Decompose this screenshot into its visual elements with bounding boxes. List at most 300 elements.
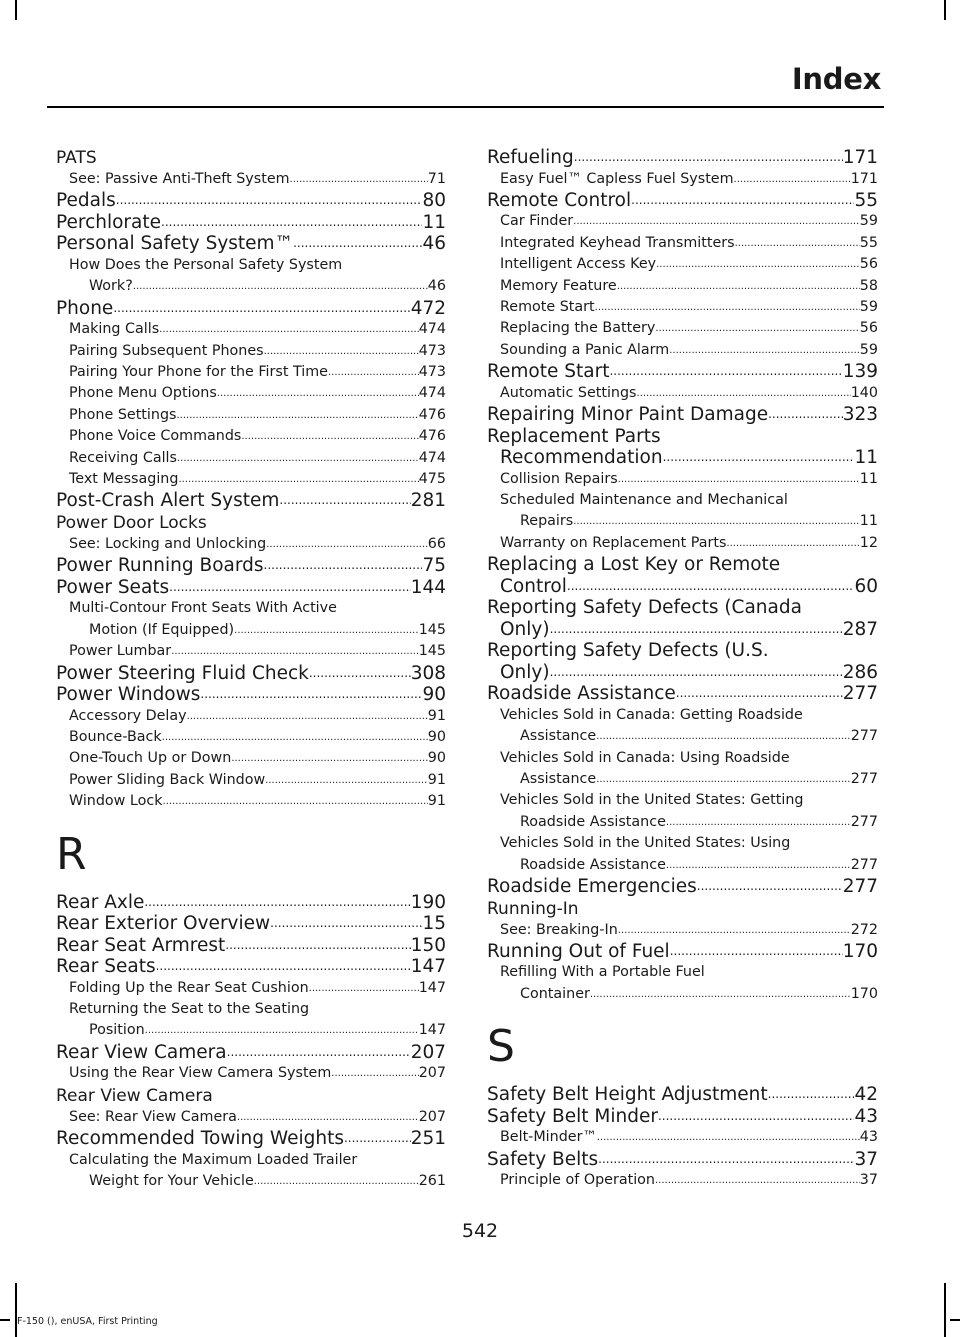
index-entry[interactable] bbox=[56, 791, 446, 812]
page-reference[interactable]: 58 bbox=[859, 277, 878, 294]
entry-label: Assistance bbox=[520, 728, 597, 745]
entry-label: Remote Start bbox=[487, 361, 610, 383]
page-reference[interactable]: 42 bbox=[854, 1084, 878, 1106]
entry-label: Rear Axle bbox=[56, 891, 145, 913]
subentry-group bbox=[487, 790, 878, 833]
index-entry[interactable] bbox=[487, 812, 878, 833]
entry-label: Warranty on Replacement Parts bbox=[500, 534, 727, 551]
dot-leader bbox=[156, 956, 411, 978]
index-entry[interactable] bbox=[487, 404, 878, 426]
subentry-label-line: Scheduled Maintenance and Mechanical bbox=[500, 492, 788, 509]
entry-label: Recommended Towing Weights bbox=[56, 1128, 344, 1150]
index-entry[interactable] bbox=[487, 920, 878, 941]
index-entry[interactable] bbox=[56, 913, 446, 935]
page-reference[interactable]: 43 bbox=[854, 1105, 878, 1127]
entry-label: Using the Rear View Camera System bbox=[69, 1065, 332, 1082]
page-reference[interactable]: 59 bbox=[859, 299, 878, 316]
dot-leader bbox=[290, 169, 428, 190]
entry-label: Easy Fuel™ Capless Fuel System bbox=[500, 170, 734, 187]
entry-label: Recommendation bbox=[500, 447, 663, 469]
index-entry[interactable] bbox=[487, 1084, 878, 1106]
entry-label: Folding Up the Rear Seat Cushion bbox=[69, 979, 309, 996]
index-entry[interactable] bbox=[487, 254, 878, 275]
dot-leader bbox=[200, 684, 422, 706]
index-entry[interactable] bbox=[487, 276, 878, 297]
index-heading: PATS bbox=[56, 148, 97, 168]
crop-mark-top-left-v bbox=[15, 0, 17, 20]
index-column-left bbox=[56, 147, 446, 1192]
entry-label: Post-Crash Alert System bbox=[56, 490, 280, 512]
subentry-label-line: Multi-Contour Front Seats With Active bbox=[69, 600, 337, 617]
entry-label: Roadside Assistance bbox=[520, 856, 666, 873]
dot-leader bbox=[617, 276, 860, 297]
subentry-label-line: How Does the Personal Safety System bbox=[69, 256, 343, 273]
entry-label: Only) bbox=[500, 618, 550, 640]
page-reference[interactable]: 91 bbox=[427, 771, 446, 788]
page-reference[interactable]: 287 bbox=[842, 618, 878, 640]
page-reference[interactable]: 56 bbox=[859, 320, 878, 337]
entry-label: Refueling bbox=[487, 147, 574, 168]
dot-leader bbox=[550, 619, 843, 641]
page-reference[interactable]: 476 bbox=[418, 406, 446, 423]
crop-mark-bottom-right-v bbox=[944, 1283, 946, 1337]
dot-leader bbox=[133, 276, 428, 297]
index-entry[interactable] bbox=[487, 147, 878, 169]
page-reference[interactable]: 71 bbox=[427, 171, 446, 187]
subentry-group bbox=[487, 962, 878, 1005]
index-entry[interactable] bbox=[487, 447, 878, 469]
dot-leader bbox=[567, 576, 855, 598]
index-entry[interactable] bbox=[487, 211, 878, 232]
index-column-right bbox=[487, 147, 878, 1192]
page-reference[interactable]: 145 bbox=[418, 643, 446, 660]
subentry-label-line: Refilling With a Portable Fuel bbox=[500, 964, 705, 981]
page-reference[interactable]: 46 bbox=[422, 233, 446, 255]
entry-label: Sounding a Panic Alarm bbox=[500, 341, 670, 358]
page-reference[interactable]: 171 bbox=[850, 170, 878, 187]
index-entry[interactable] bbox=[56, 534, 446, 555]
crop-mark-top-right-v bbox=[944, 0, 946, 20]
entry-label: Roadside Assistance bbox=[487, 683, 676, 705]
page-title: Index bbox=[791, 62, 881, 96]
entry-label: Collision Repairs bbox=[500, 470, 618, 487]
entry-label-line: Reporting Safety Defects (U.S. bbox=[487, 640, 769, 662]
page-reference[interactable]: 56 bbox=[859, 256, 878, 273]
index-entry[interactable] bbox=[56, 1171, 446, 1192]
index-entry[interactable] bbox=[56, 620, 446, 641]
dot-leader bbox=[573, 511, 860, 532]
index-entry-group bbox=[487, 426, 878, 469]
index-entry[interactable] bbox=[487, 1127, 878, 1148]
page-reference[interactable]: 37 bbox=[854, 1148, 878, 1170]
index-entry[interactable] bbox=[487, 941, 878, 963]
dot-leader bbox=[768, 1084, 855, 1106]
entry-label-line: Reporting Safety Defects (Canada bbox=[487, 597, 802, 619]
entry-label: Power Seats bbox=[56, 576, 170, 598]
page-reference[interactable]: 11 bbox=[859, 513, 878, 530]
index-entry[interactable] bbox=[56, 663, 446, 685]
index-entry[interactable] bbox=[487, 984, 878, 1005]
index-entry[interactable] bbox=[56, 1020, 446, 1041]
index-entry[interactable] bbox=[487, 340, 878, 361]
page-reference[interactable]: 91 bbox=[427, 793, 446, 810]
entry-label: Power Lumbar bbox=[69, 643, 172, 660]
page-reference[interactable]: 147 bbox=[418, 1022, 446, 1039]
page-reference[interactable]: 11 bbox=[422, 211, 446, 233]
page-reference[interactable]: 46 bbox=[427, 278, 446, 295]
entry-label: Pedals bbox=[56, 190, 116, 212]
page-reference[interactable]: 281 bbox=[410, 490, 446, 512]
edition-note: F-150 (), enUSA, First Printing bbox=[17, 1316, 158, 1327]
crop-mark-bottom-left-h bbox=[0, 1319, 10, 1321]
page-reference[interactable]: 474 bbox=[418, 321, 446, 338]
entry-label: Position bbox=[89, 1022, 145, 1039]
index-entry[interactable] bbox=[487, 233, 878, 254]
index-entry[interactable] bbox=[56, 276, 446, 297]
page-reference[interactable]: 277 bbox=[850, 728, 878, 745]
dot-leader bbox=[658, 1106, 854, 1128]
dot-leader bbox=[254, 1171, 419, 1192]
dot-leader bbox=[293, 233, 422, 255]
page-reference[interactable]: 43 bbox=[859, 1129, 878, 1146]
index-entry[interactable] bbox=[487, 383, 878, 404]
entry-label: Repairs bbox=[520, 513, 574, 530]
dot-leader bbox=[663, 447, 855, 469]
index-entry[interactable] bbox=[56, 748, 446, 769]
entry-label: Control bbox=[500, 575, 567, 597]
page-reference[interactable]: 207 bbox=[418, 1065, 446, 1082]
page-reference[interactable]: 272 bbox=[850, 921, 878, 938]
dot-leader bbox=[241, 426, 418, 447]
subentry-group bbox=[487, 705, 878, 748]
section-letter: R bbox=[56, 828, 87, 880]
page-reference[interactable]: 190 bbox=[410, 891, 446, 913]
index-entry[interactable] bbox=[56, 341, 446, 362]
index-entry[interactable] bbox=[56, 405, 446, 426]
index-entry[interactable] bbox=[56, 298, 446, 320]
crop-mark-bottom-right-h bbox=[950, 1319, 960, 1321]
dot-leader bbox=[145, 1020, 419, 1041]
dot-leader bbox=[550, 662, 843, 684]
page-reference[interactable]: 144 bbox=[410, 576, 446, 598]
dot-leader bbox=[116, 190, 423, 212]
page-reference[interactable]: 11 bbox=[859, 470, 878, 487]
index-entry[interactable] bbox=[487, 769, 878, 790]
index-entry[interactable] bbox=[56, 727, 446, 748]
page-reference[interactable]: 11 bbox=[854, 447, 878, 469]
dot-leader bbox=[177, 448, 419, 469]
subentry-group bbox=[487, 490, 878, 533]
entry-label: Rear Exterior Overview bbox=[56, 913, 271, 935]
subentry-group bbox=[56, 255, 446, 298]
subentry-label-line: Vehicles Sold in the United States: Using bbox=[500, 835, 791, 852]
page-reference[interactable]: 150 bbox=[410, 934, 446, 956]
entry-label: Memory Feature bbox=[500, 277, 617, 294]
dot-leader bbox=[144, 892, 410, 914]
dot-leader bbox=[618, 469, 860, 490]
page-reference[interactable]: 473 bbox=[418, 364, 446, 381]
entry-label: Safety Belt Minder bbox=[487, 1105, 658, 1127]
index-entry[interactable] bbox=[487, 662, 878, 684]
entry-label: Container bbox=[520, 985, 590, 1002]
index-entry[interactable] bbox=[56, 169, 446, 190]
page-reference[interactable]: 59 bbox=[859, 341, 878, 358]
index-entry[interactable] bbox=[56, 1063, 446, 1084]
index-entry[interactable] bbox=[487, 683, 878, 705]
entry-label: Assistance bbox=[520, 771, 597, 787]
dot-leader bbox=[656, 254, 860, 275]
dot-leader bbox=[113, 298, 410, 320]
index-entry[interactable] bbox=[56, 935, 446, 957]
dot-leader bbox=[655, 318, 859, 339]
dot-leader bbox=[169, 577, 411, 599]
index-entry[interactable] bbox=[56, 577, 446, 599]
index-entry[interactable] bbox=[56, 426, 446, 447]
dot-leader bbox=[598, 1149, 854, 1171]
entry-label: Window Lock bbox=[69, 793, 163, 810]
dot-leader bbox=[676, 683, 843, 705]
entry-label: See: Breaking-In bbox=[500, 921, 618, 938]
page-reference[interactable]: 251 bbox=[410, 1128, 446, 1150]
index-entry[interactable] bbox=[487, 297, 878, 318]
dot-leader bbox=[670, 941, 843, 963]
entry-label: Automatic Settings bbox=[500, 384, 637, 401]
dot-leader bbox=[227, 1042, 411, 1064]
entry-label: Safety Belt Height Adjustment bbox=[487, 1084, 768, 1106]
entry-label: Rear Seats bbox=[56, 956, 156, 978]
page-reference[interactable]: 90 bbox=[427, 729, 446, 745]
page-reference[interactable]: 59 bbox=[859, 213, 878, 230]
index-entry[interactable] bbox=[56, 1042, 446, 1064]
entry-label: Rear View Camera bbox=[56, 1041, 227, 1063]
index-entry[interactable] bbox=[56, 212, 446, 234]
index-entry[interactable] bbox=[487, 619, 878, 641]
page-reference[interactable]: 277 bbox=[842, 876, 878, 898]
index-entry[interactable] bbox=[56, 892, 446, 914]
page-reference[interactable]: 55 bbox=[854, 189, 878, 211]
index-entry[interactable] bbox=[487, 1170, 878, 1191]
index-entry[interactable] bbox=[56, 770, 446, 791]
index-heading: Power Door Locks bbox=[56, 512, 207, 533]
index-entry[interactable] bbox=[56, 978, 446, 999]
index-entry[interactable] bbox=[56, 684, 446, 706]
dot-leader bbox=[159, 319, 419, 340]
entry-label: Remote Control bbox=[487, 189, 632, 211]
page-reference[interactable]: 474 bbox=[418, 385, 446, 402]
entry-label: Bounce-Back bbox=[69, 729, 162, 745]
page-reference[interactable]: 472 bbox=[410, 297, 446, 319]
dot-leader bbox=[270, 913, 422, 935]
entry-label: Perchlorate bbox=[56, 211, 162, 233]
dot-leader bbox=[264, 555, 423, 577]
entry-label: Remote Start bbox=[500, 299, 595, 316]
page-reference[interactable]: 277 bbox=[850, 856, 878, 873]
page-reference[interactable]: 55 bbox=[859, 234, 878, 251]
entry-label: Safety Belts bbox=[487, 1148, 599, 1170]
dot-leader bbox=[768, 404, 843, 426]
index-entry[interactable] bbox=[487, 361, 878, 383]
index-entry[interactable] bbox=[487, 576, 878, 598]
index-entry-group bbox=[487, 554, 878, 597]
subentry-group bbox=[56, 1150, 446, 1193]
entry-label: Power Sliding Back Window bbox=[69, 771, 266, 788]
header-divider bbox=[47, 106, 884, 108]
page-reference[interactable]: 277 bbox=[850, 813, 878, 830]
dot-leader bbox=[171, 641, 419, 662]
page-number: 542 bbox=[461, 1220, 499, 1242]
entry-label: One-Touch Up or Down bbox=[69, 750, 232, 767]
page-reference[interactable]: 91 bbox=[427, 707, 446, 724]
dot-leader bbox=[596, 726, 851, 747]
index-entry[interactable] bbox=[56, 469, 446, 490]
page-reference[interactable]: 147 bbox=[410, 956, 446, 978]
dot-leader bbox=[237, 1107, 419, 1128]
index-entry[interactable] bbox=[487, 511, 878, 532]
entry-label: Accessory Delay bbox=[69, 707, 187, 724]
entry-label: Car Finder bbox=[500, 213, 574, 230]
index-entry[interactable] bbox=[487, 1106, 878, 1128]
dot-leader bbox=[178, 469, 418, 490]
page-reference[interactable]: 75 bbox=[422, 555, 446, 577]
page-reference[interactable]: 15 bbox=[422, 913, 446, 935]
index-entry[interactable] bbox=[487, 726, 878, 747]
index-heading: Rear View Camera bbox=[56, 1085, 213, 1106]
entry-label: Pairing Subsequent Phones bbox=[69, 342, 264, 359]
page-reference[interactable]: 286 bbox=[842, 661, 878, 683]
entry-label: Power Steering Fluid Check bbox=[56, 662, 309, 684]
dot-leader bbox=[597, 1127, 860, 1148]
page-reference[interactable]: 207 bbox=[418, 1108, 446, 1125]
page-reference[interactable]: 323 bbox=[842, 404, 878, 426]
dot-leader bbox=[265, 770, 428, 791]
dot-leader bbox=[596, 769, 851, 790]
index-entry[interactable] bbox=[56, 641, 446, 662]
page-reference[interactable]: 308 bbox=[410, 662, 446, 684]
subentry-group bbox=[487, 833, 878, 876]
page-reference[interactable]: 277 bbox=[850, 771, 878, 787]
page-reference[interactable]: 80 bbox=[422, 190, 446, 212]
entry-label: See: Rear View Camera bbox=[69, 1108, 237, 1125]
entry-label: Power Running Boards bbox=[56, 555, 264, 577]
page-reference[interactable]: 474 bbox=[418, 449, 446, 466]
crop-mark-bottom-left-v bbox=[15, 1283, 17, 1337]
subentry-label-line: Returning the Seat to the Seating bbox=[69, 1001, 310, 1018]
dot-leader bbox=[162, 727, 428, 748]
page-reference[interactable]: 12 bbox=[859, 534, 878, 551]
dot-leader bbox=[618, 920, 851, 941]
entry-label: Replacing the Battery bbox=[500, 320, 656, 337]
index-entry[interactable] bbox=[487, 1149, 878, 1171]
dot-leader bbox=[225, 935, 410, 957]
dot-leader bbox=[590, 984, 851, 1005]
page-reference[interactable]: 171 bbox=[842, 147, 878, 168]
index-entry[interactable] bbox=[56, 1128, 446, 1150]
index-entry[interactable] bbox=[487, 876, 878, 898]
entry-label: Pairing Your Phone for the First Time bbox=[69, 364, 328, 381]
entry-label: Receiving Calls bbox=[69, 449, 177, 466]
entry-label: Belt-Minder™ bbox=[500, 1129, 597, 1146]
dot-leader bbox=[573, 211, 860, 232]
page-reference[interactable]: 37 bbox=[859, 1172, 878, 1189]
dot-leader bbox=[264, 341, 419, 362]
entry-label: Text Messaging bbox=[69, 471, 179, 488]
page-reference[interactable]: 145 bbox=[418, 621, 446, 638]
entry-label: Motion (If Equipped) bbox=[89, 621, 235, 638]
page-reference[interactable]: 90 bbox=[427, 750, 446, 767]
subentry-group bbox=[56, 999, 446, 1042]
entry-label-line: Replacement Parts bbox=[487, 425, 661, 447]
dot-leader bbox=[234, 620, 419, 641]
index-entry[interactable] bbox=[56, 706, 446, 727]
index-entry[interactable] bbox=[56, 555, 446, 577]
page-reference[interactable]: 90 bbox=[422, 684, 446, 706]
page-reference[interactable]: 140 bbox=[850, 384, 878, 401]
dot-leader bbox=[187, 706, 428, 727]
index-entry[interactable] bbox=[56, 233, 446, 255]
entry-label: Weight for Your Vehicle bbox=[89, 1173, 254, 1190]
entry-label: Integrated Keyhead Transmitters bbox=[500, 234, 735, 251]
index-entry-group bbox=[487, 597, 878, 640]
dot-leader bbox=[328, 362, 419, 383]
index-entry[interactable] bbox=[56, 1107, 446, 1128]
page-reference[interactable]: 207 bbox=[410, 1041, 446, 1063]
entry-label: Personal Safety System™ bbox=[56, 233, 294, 255]
page-reference[interactable]: 147 bbox=[418, 979, 446, 996]
index-entry[interactable] bbox=[487, 318, 878, 339]
index-entry[interactable] bbox=[56, 319, 446, 340]
page-reference[interactable]: 170 bbox=[850, 985, 878, 1002]
index-entry[interactable] bbox=[487, 469, 878, 490]
dot-leader bbox=[574, 147, 843, 169]
dot-leader bbox=[697, 876, 843, 898]
page-reference[interactable]: 475 bbox=[418, 471, 446, 488]
index-entry[interactable] bbox=[487, 190, 878, 212]
index-entry[interactable] bbox=[487, 169, 878, 190]
dot-leader bbox=[734, 169, 851, 190]
dot-leader bbox=[595, 297, 860, 318]
entry-label: Phone Settings bbox=[69, 406, 177, 423]
dot-leader bbox=[735, 233, 860, 254]
index-entry[interactable] bbox=[56, 490, 446, 512]
entry-label: Phone Voice Commands bbox=[69, 428, 242, 445]
dot-leader bbox=[666, 855, 851, 876]
index-entry[interactable] bbox=[56, 383, 446, 404]
entry-label: Only) bbox=[500, 661, 550, 683]
entry-label: Intelligent Access Key bbox=[500, 256, 657, 273]
page-reference[interactable]: 170 bbox=[842, 940, 878, 962]
page-reference[interactable]: 277 bbox=[842, 683, 878, 705]
index-entry[interactable] bbox=[487, 533, 878, 554]
page-reference[interactable]: 476 bbox=[418, 428, 446, 445]
entry-label: Phone Menu Options bbox=[69, 385, 217, 402]
page-reference[interactable]: 139 bbox=[842, 361, 878, 383]
index-entry[interactable] bbox=[56, 448, 446, 469]
subentry-label-line: Calculating the Maximum Loaded Trailer bbox=[69, 1151, 358, 1168]
page-reference[interactable]: 66 bbox=[427, 535, 446, 552]
index-entry[interactable] bbox=[56, 956, 446, 978]
index-entry[interactable] bbox=[56, 190, 446, 212]
index-heading: Running-In bbox=[487, 898, 579, 919]
index-entry[interactable] bbox=[56, 362, 446, 383]
page-reference[interactable]: 60 bbox=[854, 575, 878, 597]
subentry-group bbox=[56, 598, 446, 641]
page-reference[interactable]: 473 bbox=[418, 342, 446, 359]
page-reference[interactable]: 261 bbox=[418, 1173, 446, 1190]
subentry-label-line: Vehicles Sold in Canada: Using Roadside bbox=[500, 749, 790, 766]
entry-label: See: Locking and Unlocking bbox=[69, 535, 267, 552]
entry-label: Roadside Emergencies bbox=[487, 876, 697, 898]
index-entry[interactable] bbox=[487, 855, 878, 876]
